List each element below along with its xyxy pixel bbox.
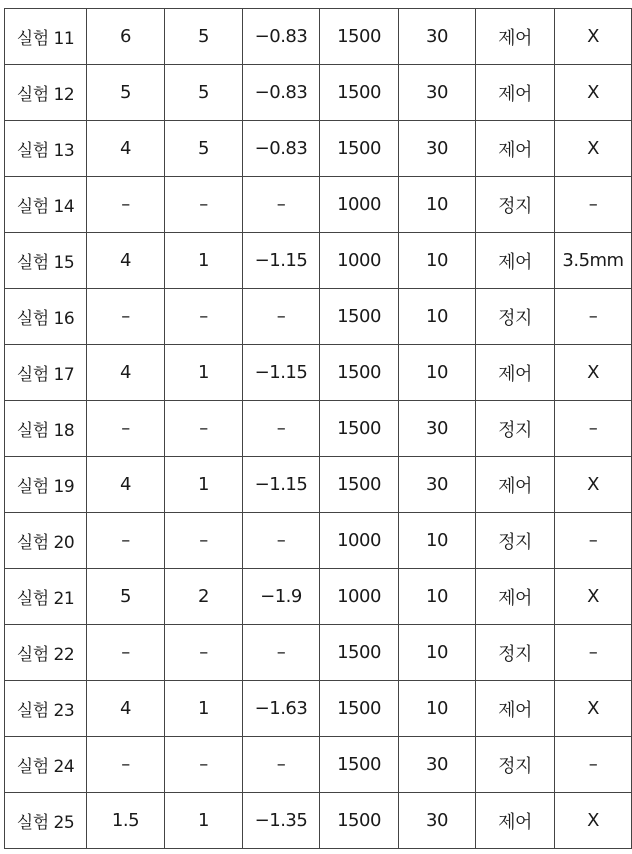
value-a-cell: 4 (87, 345, 165, 401)
experiment-label-cell: 실험 15 (5, 233, 87, 289)
value-a-cell: 4 (87, 457, 165, 513)
table-row (5, 681, 632, 737)
value-a-cell: 6 (87, 9, 165, 65)
value-a-cell: – (87, 289, 165, 345)
speed-cell: 1500 (320, 681, 399, 737)
value-a-cell: – (87, 513, 165, 569)
table-row (5, 65, 632, 121)
value-a-cell: – (87, 625, 165, 681)
experiment-label-cell: 실험 19 (5, 457, 87, 513)
experiment-label-cell: 실험 12 (5, 65, 87, 121)
table-row (5, 737, 632, 793)
duration-cell: 10 (399, 513, 476, 569)
duration-cell: 30 (399, 793, 476, 849)
value-c-cell: −0.83 (243, 65, 320, 121)
result-cell: X (555, 569, 632, 625)
experiment-label-cell: 실험 22 (5, 625, 87, 681)
mode-cell: 제어 (476, 233, 555, 289)
value-b-cell: 1 (165, 681, 243, 737)
table-row (5, 177, 632, 233)
value-b-cell: 2 (165, 569, 243, 625)
mode-cell: 정지 (476, 177, 555, 233)
duration-cell: 30 (399, 737, 476, 793)
speed-cell: 1000 (320, 233, 399, 289)
result-cell: X (555, 793, 632, 849)
table-row (5, 401, 632, 457)
mode-cell: 제어 (476, 345, 555, 401)
table-row (5, 9, 632, 65)
value-c-cell: – (243, 177, 320, 233)
mode-cell: 제어 (476, 569, 555, 625)
speed-cell: 1500 (320, 121, 399, 177)
result-cell: – (555, 737, 632, 793)
duration-cell: 10 (399, 289, 476, 345)
value-c-cell: −0.83 (243, 121, 320, 177)
value-b-cell: – (165, 289, 243, 345)
experiment-table (4, 8, 632, 849)
value-b-cell: 1 (165, 233, 243, 289)
speed-cell: 1500 (320, 625, 399, 681)
value-a-cell: 5 (87, 569, 165, 625)
value-c-cell: −0.83 (243, 9, 320, 65)
mode-cell: 정지 (476, 401, 555, 457)
value-c-cell: −1.15 (243, 457, 320, 513)
mode-cell: 정지 (476, 513, 555, 569)
duration-cell: 10 (399, 345, 476, 401)
speed-cell: 1000 (320, 513, 399, 569)
mode-cell: 정지 (476, 289, 555, 345)
duration-cell: 10 (399, 569, 476, 625)
value-a-cell: – (87, 177, 165, 233)
speed-cell: 1500 (320, 793, 399, 849)
mode-cell: 제어 (476, 121, 555, 177)
experiment-label-cell: 실험 13 (5, 121, 87, 177)
result-cell: – (555, 513, 632, 569)
value-c-cell: – (243, 513, 320, 569)
value-c-cell: −1.9 (243, 569, 320, 625)
mode-cell: 정지 (476, 737, 555, 793)
duration-cell: 30 (399, 121, 476, 177)
mode-cell: 제어 (476, 681, 555, 737)
value-a-cell: 5 (87, 65, 165, 121)
duration-cell: 10 (399, 233, 476, 289)
value-b-cell: – (165, 625, 243, 681)
value-a-cell: 4 (87, 233, 165, 289)
table-body (5, 9, 632, 849)
value-c-cell: −1.15 (243, 233, 320, 289)
table-row (5, 121, 632, 177)
table-row (5, 625, 632, 681)
result-cell: X (555, 65, 632, 121)
value-c-cell: −1.35 (243, 793, 320, 849)
table-row (5, 513, 632, 569)
experiment-table-container (4, 8, 632, 849)
duration-cell: 10 (399, 177, 476, 233)
experiment-label-cell: 실험 24 (5, 737, 87, 793)
table-row (5, 793, 632, 849)
value-c-cell: – (243, 737, 320, 793)
result-cell: X (555, 681, 632, 737)
value-b-cell: – (165, 177, 243, 233)
result-cell: – (555, 289, 632, 345)
mode-cell: 제어 (476, 65, 555, 121)
result-cell: 3.5mm (555, 233, 632, 289)
result-cell: – (555, 401, 632, 457)
experiment-label-cell: 실험 23 (5, 681, 87, 737)
mode-cell: 제어 (476, 793, 555, 849)
speed-cell: 1500 (320, 289, 399, 345)
duration-cell: 30 (399, 401, 476, 457)
experiment-label-cell: 실험 21 (5, 569, 87, 625)
speed-cell: 1500 (320, 737, 399, 793)
value-a-cell: – (87, 737, 165, 793)
value-b-cell: 1 (165, 345, 243, 401)
result-cell: X (555, 345, 632, 401)
table-row (5, 289, 632, 345)
value-c-cell: – (243, 289, 320, 345)
value-a-cell: 1.5 (87, 793, 165, 849)
table-row (5, 457, 632, 513)
speed-cell: 1000 (320, 177, 399, 233)
duration-cell: 30 (399, 457, 476, 513)
value-b-cell: – (165, 401, 243, 457)
experiment-label-cell: 실험 18 (5, 401, 87, 457)
speed-cell: 1000 (320, 569, 399, 625)
experiment-label-cell: 실험 14 (5, 177, 87, 233)
value-c-cell: −1.15 (243, 345, 320, 401)
table-row (5, 569, 632, 625)
result-cell: X (555, 457, 632, 513)
speed-cell: 1500 (320, 9, 399, 65)
duration-cell: 30 (399, 65, 476, 121)
mode-cell: 정지 (476, 625, 555, 681)
result-cell: X (555, 9, 632, 65)
value-c-cell: – (243, 401, 320, 457)
mode-cell: 제어 (476, 457, 555, 513)
result-cell: – (555, 625, 632, 681)
experiment-label-cell: 실험 16 (5, 289, 87, 345)
table-row (5, 233, 632, 289)
value-b-cell: – (165, 513, 243, 569)
experiment-label-cell: 실험 25 (5, 793, 87, 849)
value-b-cell: 1 (165, 457, 243, 513)
mode-cell: 제어 (476, 9, 555, 65)
value-b-cell: 1 (165, 793, 243, 849)
value-c-cell: −1.63 (243, 681, 320, 737)
table-row (5, 345, 632, 401)
value-a-cell: 4 (87, 681, 165, 737)
value-b-cell: 5 (165, 65, 243, 121)
result-cell: X (555, 121, 632, 177)
speed-cell: 1500 (320, 345, 399, 401)
value-b-cell: 5 (165, 121, 243, 177)
experiment-label-cell: 실험 17 (5, 345, 87, 401)
experiment-label-cell: 실험 20 (5, 513, 87, 569)
speed-cell: 1500 (320, 457, 399, 513)
value-c-cell: – (243, 625, 320, 681)
speed-cell: 1500 (320, 401, 399, 457)
result-cell: – (555, 177, 632, 233)
duration-cell: 10 (399, 681, 476, 737)
value-b-cell: – (165, 737, 243, 793)
speed-cell: 1500 (320, 65, 399, 121)
duration-cell: 30 (399, 9, 476, 65)
value-b-cell: 5 (165, 9, 243, 65)
value-a-cell: – (87, 401, 165, 457)
duration-cell: 10 (399, 625, 476, 681)
value-a-cell: 4 (87, 121, 165, 177)
experiment-label-cell: 실험 11 (5, 9, 87, 65)
